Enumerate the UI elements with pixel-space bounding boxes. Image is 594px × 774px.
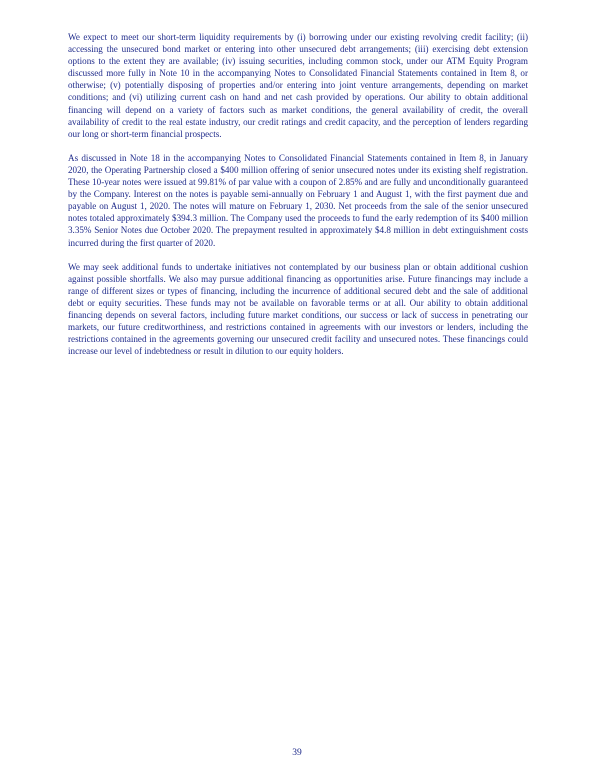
paragraph-liquidity-requirements: We expect to meet our short-term liquidity requirements by (i) borrowing under our existing revolving credit facility; (ii) accessing the unsecured bond market or entering into other unsecured debt arrangements; (iii) exercising debt extension options to the extent they are available; (iv) issuing securities, including common stock, under our ATM Equity Program discussed more fully in Note 10 in the accompanying Notes to Consolidated Financial Statements contained in Item 8, or otherwise; (v) potentially disposing of properties and/or entering into joint venture arrangements, depending on market conditions; and (vi) utilizing current cash on hand and net cash provided by operations. Our ability to obtain additional financing will depend on a variety of factors such as market conditions, the general availability of credit, the overall availability of credit to the real estate industry, our credit ratings and credit capacity, and the perception of lenders regarding our long or short-term financial prospects. bbox=[68, 32, 528, 139]
page-number: 39 bbox=[292, 748, 302, 758]
paragraph-senior-notes-offering: As discussed in Note 18 in the accompanying Notes to Consolidated Financial Statements contained in Item 8, in January 2020, the Operating Partnership closed a $400 million offering of senior unsecured notes under its existing shelf registration. These 10-year notes were issued at 99.81% of par value with a coupon of 2.85% and are fully and unconditionally guaranteed by the Company. Interest on the notes is payable semi-annually on February 1 and August 1, with the first payment due and payable on August 1, 2020. The notes will mature on February 1, 2030. Net proceeds from the sale of the senior unsecured notes totaled approximately $394.3 million. The Company used the proceeds to fund the early redemption of its $400 million 3.35% Senior Notes due October 2020. The prepayment resulted in approximately $4.8 million in debt extinguishment costs incurred during the first quarter of 2020. bbox=[68, 152, 528, 248]
paragraph-additional-financing: We may seek additional funds to undertake initiatives not contemplated by our business plan or obtain additional cushion against possible shortfalls. We also may pursue additional financing as opportunities arise. Future financings may include a range of different sizes or types of financing, including the incurrence of additional secured debt and the sale of additional debt or equity securities. These funds may not be available on favorable terms or at all. Our ability to obtain additional financing depends on several factors, including future market conditions, our success or lack of success in penetrating our markets, our future creditworthiness, and restrictions contained in agreements with our investors or lenders, including the restrictions contained in the agreements governing our unsecured credit facility and unsecured notes. These financings could increase our level of indebtedness or result in dilution to our equity holders. bbox=[68, 261, 528, 357]
body-text bbox=[68, 31, 528, 369]
